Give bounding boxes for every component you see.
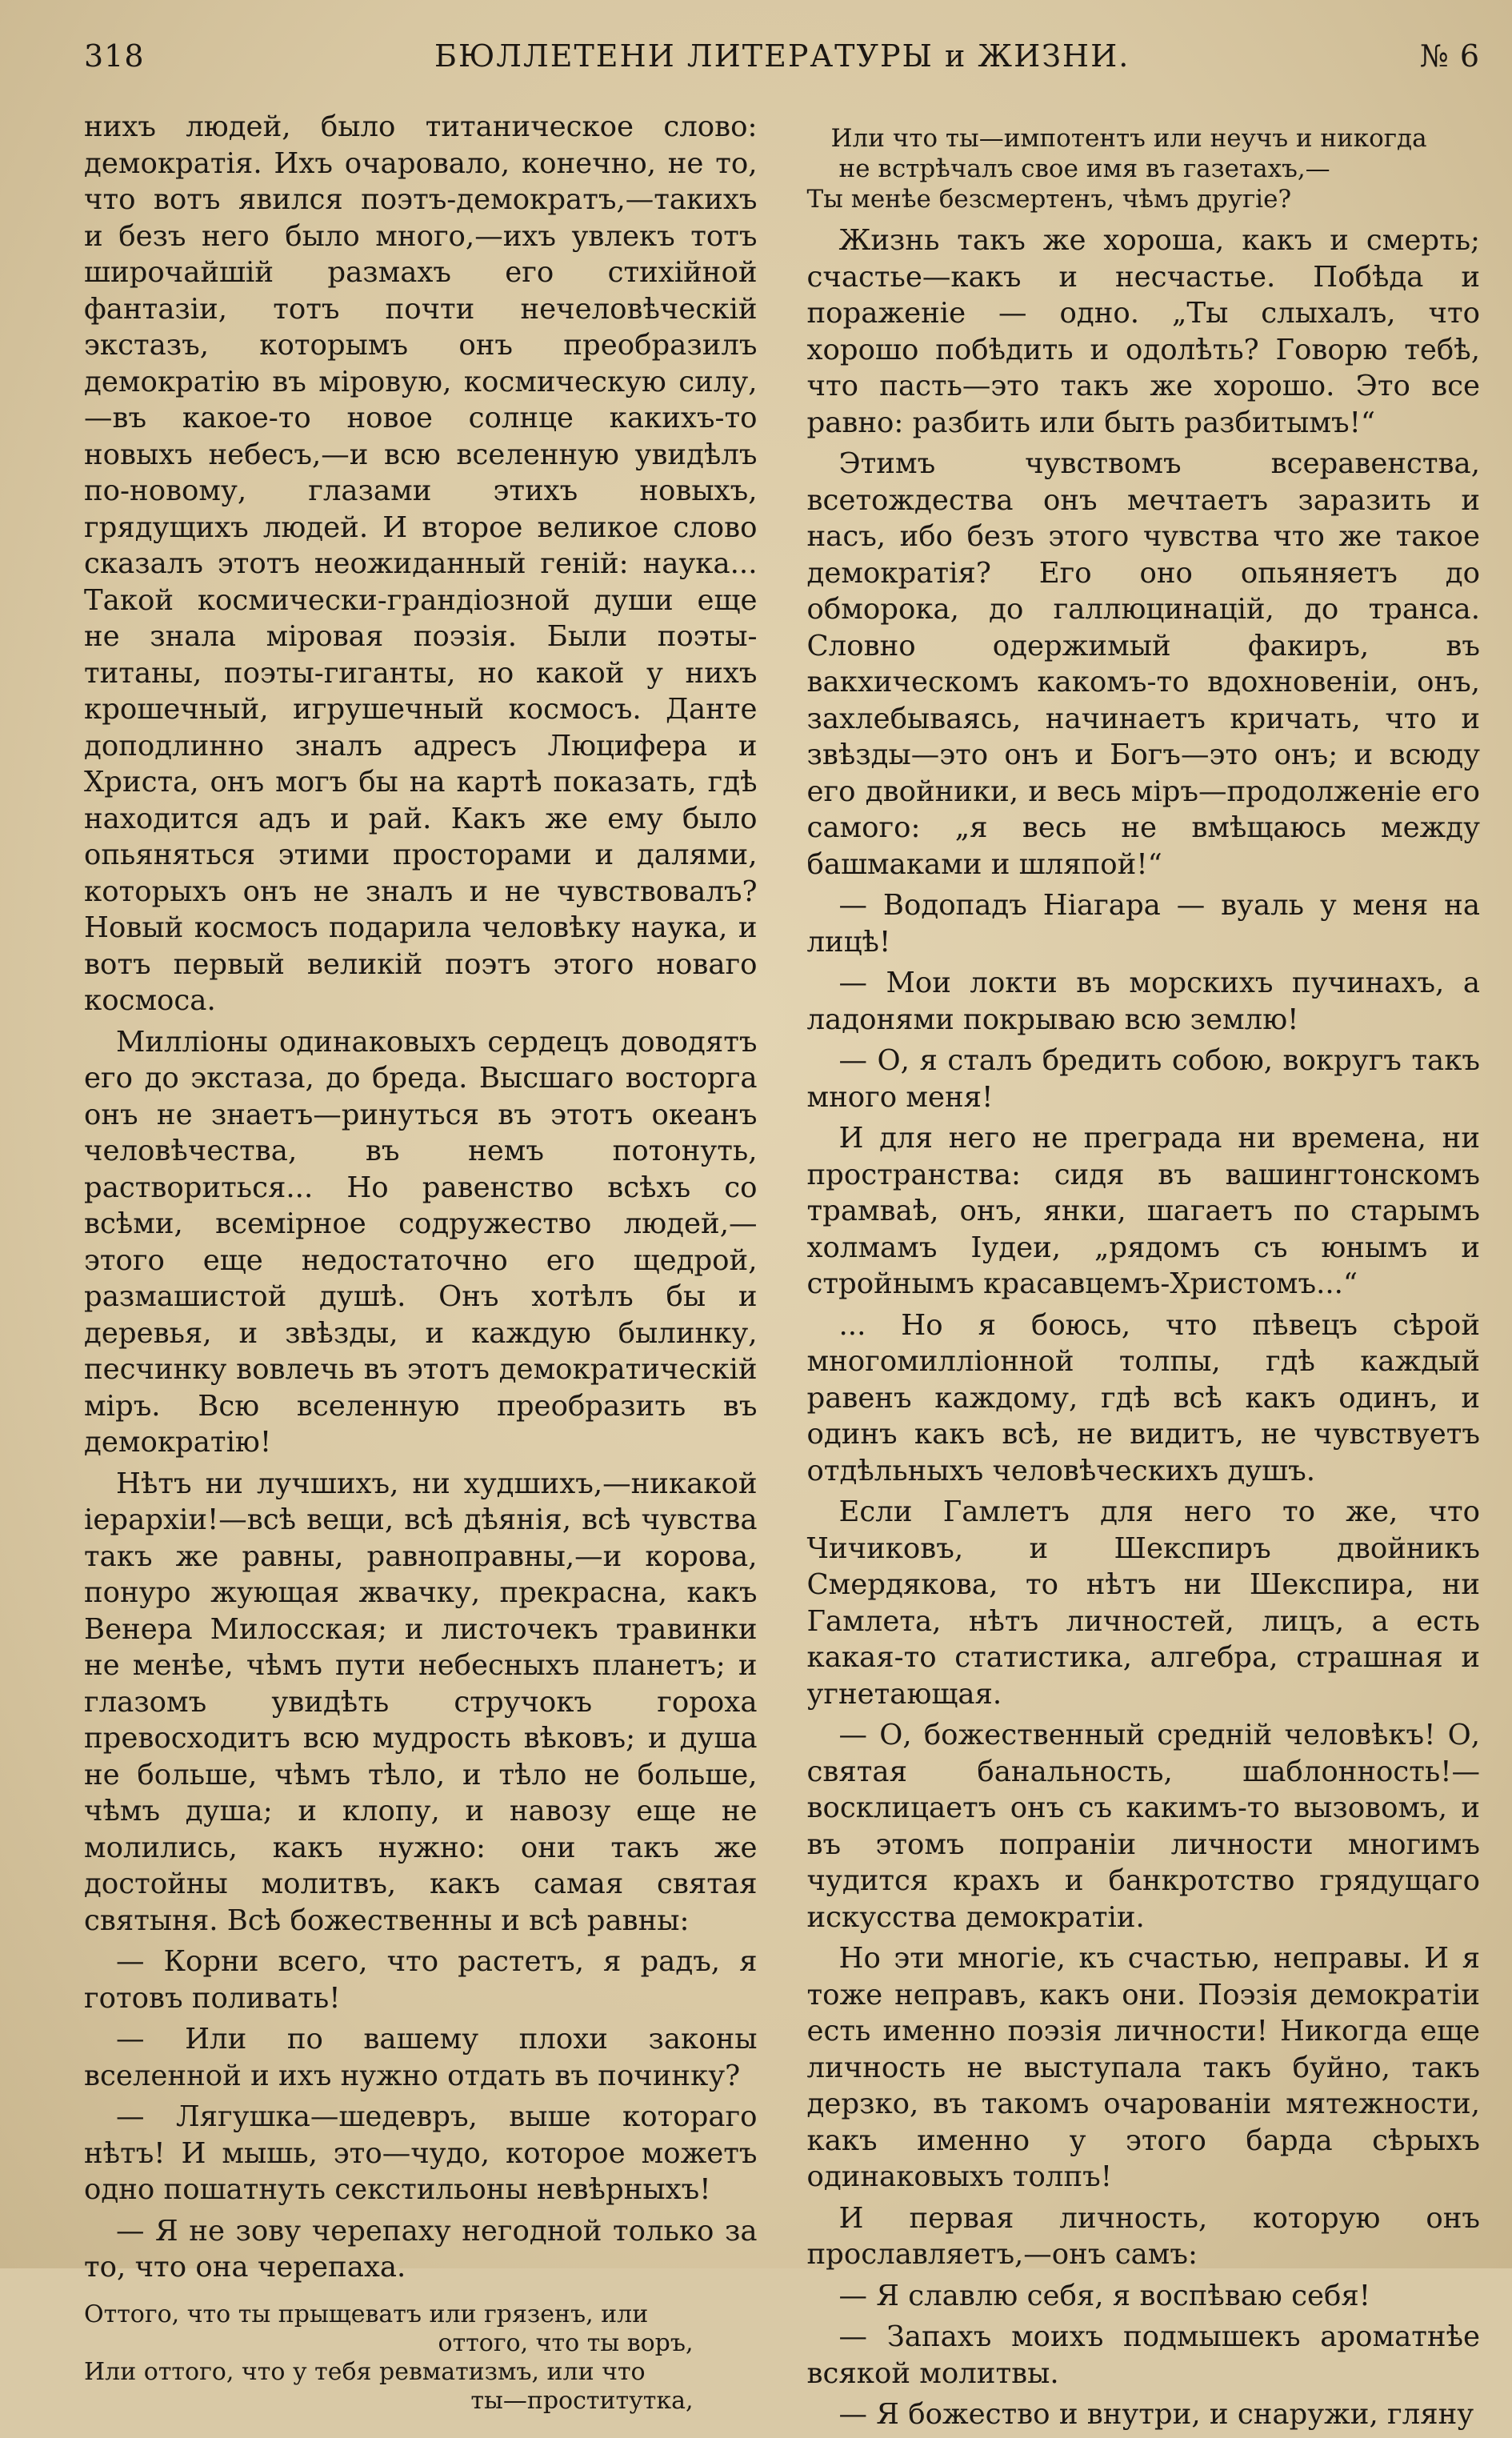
verse-line: Или что ты—импотентъ или неучъ и никогда — [830, 124, 1427, 153]
paragraph: Нѣтъ ни лучшихъ, ни худшихъ,—никакой іерархіи!—всѣ вещи, всѣ дѣянія, всѣ чувства такъ же равны, равноправны,—и корова, понуро жующая жвачку, прекрасна, какъ Венера Милосская; и листочекъ травинки не менѣе, чѣмъ пути небесныхъ планетъ; и глазомъ увидѣть стручокъ гороха превосходитъ всю мудрость вѣковъ; и душа не больше, чѣмъ тѣло, и тѣло не больше, чѣмъ душа; и клопу, и навозу еще не молились, какъ нужно: они такъ же достойны молитвъ, какъ самая святая святыня. Всѣ божественны и всѣ равны: — [84, 1467, 758, 1937]
verse-line: Оттого, что ты прыщеватъ или грязенъ, или — [84, 2300, 649, 2328]
verse-line: не встрѣчалъ свое имя въ газетахъ,— — [838, 154, 1330, 183]
verse-block — [807, 123, 1481, 214]
left-column — [84, 109, 758, 2438]
paragraph: Этимъ чувствомъ всеравенства, всетождества онъ мечтаетъ заразить и насъ, ибо безъ этого чувства что же такое демократія? Его оно опьяняетъ до обморока, до галлюцинацій, до транса. Словно одержимый факиръ, въ вакхическомъ какомъ-то вдохновеніи, онъ, захлебываясь, начинаетъ кричать, что и звѣзды—это онъ и Богъ—это онъ; и всюду его двойники, и весь міръ—продолженіе его самого: „я весь не вмѣщаюсь между башмаками и шляпой!“ — [806, 447, 1480, 881]
running-title: БЮЛЛЕТЕНИ ЛИТЕРАТУРЫ и ЖИЗНИ. — [434, 38, 1130, 74]
quote-line: — Лягушка—шедевръ, выше котораго нѣтъ! И мышь, это—чудо, которое можетъ одно пошатнуть секстильоны невѣрныхъ! — [84, 2100, 758, 2206]
quote-line: — Я не зову черепаху негодной только за то, что она черепаха. — [84, 2214, 758, 2284]
quote-line: — Или по вашему плохи законы вселенной и ихъ нужно отдать въ починку? — [84, 2023, 758, 2092]
paragraph: Жизнь такъ же хороша, какъ и смерть; счастье—какъ и несчастье. Побѣда и пораженіе — одно. „Ты слыхалъ, что хорошо побѣдить и одолѣть? Говорю тебѣ, что пасть—это такъ же хорошо. Это все равно: разбить или быть разбитымъ!“ — [806, 224, 1480, 439]
two-column-body — [84, 109, 1480, 2438]
quote-line: — Водопадъ Ніагара — вуаль у меня на лицѣ! — [806, 889, 1480, 959]
quote-line: — Я славлю себя, я воспѣваю себя! — [838, 2279, 1371, 2312]
verse-line: ты—проститутка, — [470, 2386, 694, 2415]
paragraph: нихъ людей, было титаническое слово: демократія. Ихъ очаровало, конечно, не то, что вотъ явился поэтъ-демократъ,—такихъ и безъ него было много,—ихъ увлекъ тотъ широчайшій размахъ его стихійной фантазіи, тотъ почти нечеловѣческій экстазъ, которымъ онъ преобразилъ демократію въ міровую, космическую силу,—въ какое-то новое солнце какихъ-то новыхъ небесъ,—и всю вселенную увидѣлъ по-новому, глазами этихъ новыхъ, грядущихъ людей. И второе великое слово сказалъ этотъ неожиданный геній: наука... Такой космически-грандіозной души еще не знала міровая поэзія. Были поэты-титаны, поэты-гиганты, но какой у нихъ крошечный, игрушечный космосъ. Данте доподлинно зналъ адресъ Люцифера и Христа, онъ могъ бы на картѣ показать, гдѣ находится адъ и рай. Какъ же ему было опьяняться этими просторами и далями, которыхъ онъ не зналъ и не чувствовалъ? Новый космосъ подарила человѣку наука, и вотъ первый великій поэтъ этого новаго космоса. — [84, 110, 758, 1017]
paragraph: Если Гамлетъ для него то же, что Чичиковъ, и Шекспиръ двойникъ Смердякова, то нѣтъ ни Шекспира, ни Гамлета, нѣтъ личностей, лицъ, а есть какая-то статистика, алгебра, страшная и угнетающая. — [806, 1495, 1480, 1711]
verse-line: Ты менѣе безсмертенъ, чѣмъ другіе? — [806, 185, 1292, 214]
page-header — [84, 38, 1480, 94]
paragraph: И первая личность, которую онъ прославляетъ,—онъ самъ: — [806, 2201, 1480, 2271]
quote-line: — Корни всего, что растетъ, я радъ, я готовъ поливать! — [84, 1945, 758, 2015]
paragraph: Милліоны одинаковыхъ сердецъ доводятъ его до экстаза, до бреда. Высшаго восторга онъ не знаетъ—ринуться въ этотъ океанъ человѣчества, въ немъ потонуть, раствориться... Но равенство всѣхъ со всѣми, всемірное содружество людей,—этого еще недостаточно его щедрой, размашистой душѣ. Онъ хотѣлъ бы и деревья, и звѣзды, и каждую былинку, песчинку вовлечь въ этотъ демократическій міръ. Всю вселенную преобразить въ демократію! — [84, 1025, 758, 1459]
quote-line: — Мои локти въ морскихъ пучинахъ, а ладонями покрываю всю землю! — [806, 967, 1480, 1036]
right-column — [807, 109, 1481, 2438]
paragraph: ... Но я боюсь, что пѣвецъ сѣрой многомилліонной толпы, гдѣ каждый равенъ каждому, гдѣ всѣ какъ одинъ, и одинъ какъ всѣ, не видитъ, не чувствуетъ отдѣльныхъ человѣческихъ душъ. — [806, 1308, 1480, 1487]
paragraph: И для него не преграда ни времена, ни пространства: сидя въ вашингтонскомъ трамваѣ, онъ, янки, шагаетъ по старымъ холмамъ Іудеи, „рядомъ съ юнымъ и стройнымъ красавцемъ-Христомъ...“ — [806, 1122, 1480, 1300]
verse-line: оттого, что ты воръ, — [438, 2328, 694, 2357]
quote-line: — О, я сталъ бредить собою, вокругъ такъ много меня! — [806, 1044, 1480, 1114]
paragraph: Но эти многіе, къ счастью, неправы. И я тоже неправъ, какъ они. Поэзія демократіи есть именно поэзія личности! Никогда еще личность не выступала такъ буйно, такъ дерзко, въ такомъ очарованіи мятежности, какъ именно у этого барда сѣрыхъ одинаковыхъ толпъ! — [806, 1942, 1480, 2193]
paragraph: — О, божественный средній человѣкъ! О, святая банальность, шаблонность!—восклицаетъ онъ съ какимъ-то вызовомъ, и въ этомъ попраніи личности многимъ чудится крахъ и банкротство грядущаго искусства демократіи. — [806, 1719, 1480, 1934]
page-number: 318 — [84, 38, 145, 74]
verse-line: Или оттого, что у тебя ревматизмъ, или что — [84, 2357, 646, 2386]
verse-block — [84, 2300, 758, 2416]
quote-line: — Запахъ моихъ подмышекъ ароматнѣе всякой молитвы. — [806, 2320, 1480, 2390]
issue-number: № 6 — [1419, 38, 1480, 74]
quote-line: — Я божество и внутри, и снаружи, гляну — [838, 2398, 1474, 2431]
